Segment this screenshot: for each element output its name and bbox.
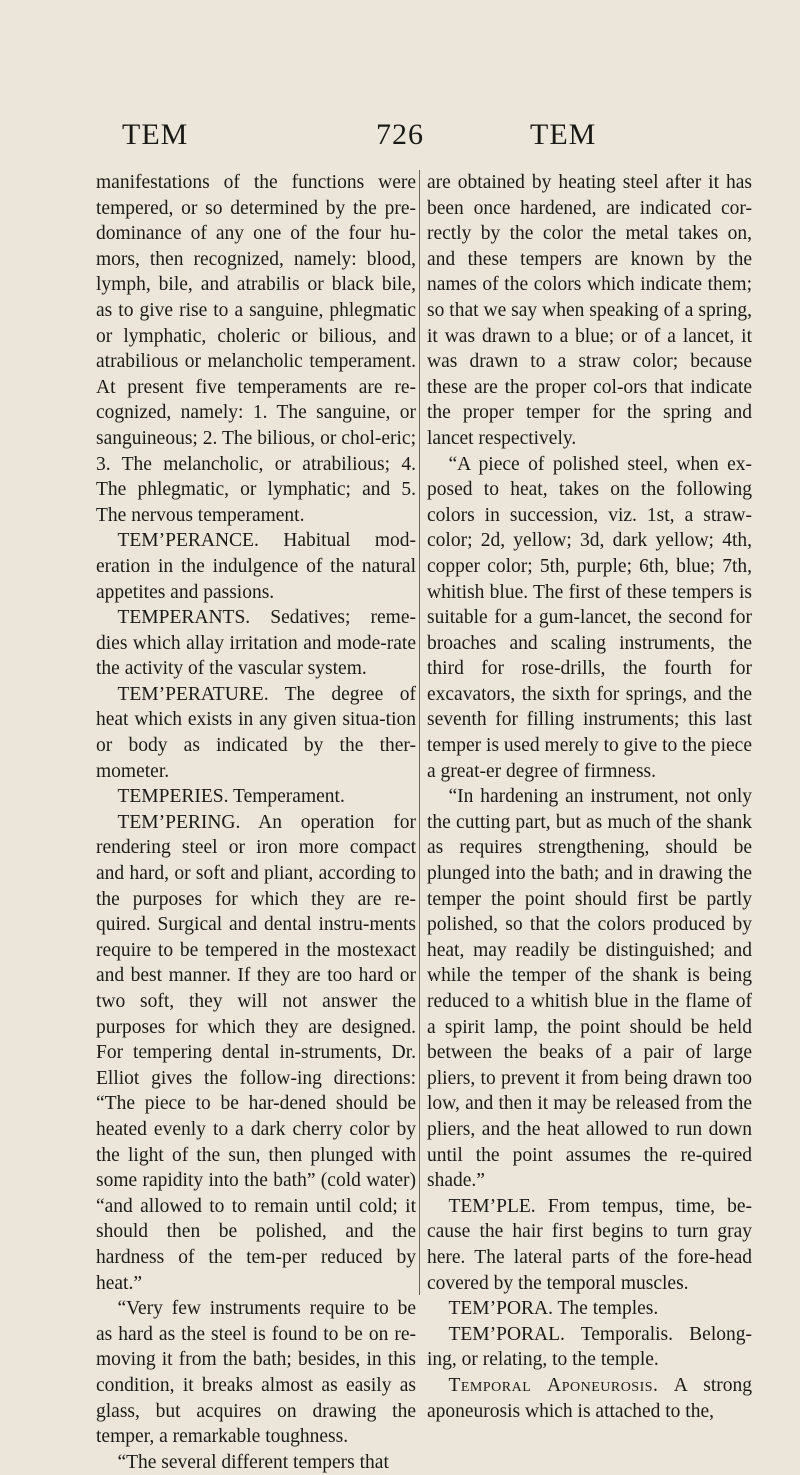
right-column [427, 170, 752, 1424]
paragraph-p5 [96, 784, 416, 810]
left-column [96, 170, 416, 1475]
paragraph-p8 [96, 1450, 416, 1475]
paragraph-p14 [427, 1322, 752, 1373]
paragraph-p13 [427, 1296, 752, 1322]
entry-text: “Very few instruments require to be as hard as the steel is found to be on re-moving it from the bath; besides, in this condition, it breaks almost as easily as glass, but acquires on drawing the temper, a remarkable toughness. [96, 1298, 416, 1448]
entry-text: manifestations of the functions were tempered, or so determined by the pre-dominance of any one of the four hu-mors, then recognized, namely: blood, lymph, bile, and atrabilis or black bile, as to give rise to a sanguine, phlegmatic or lymphatic, choleric or bilious, and atrabilious or melancholic temperament. At present five temperaments are re-cognized, namely: 1. The sanguine, or sanguineous; 2. The bilious, or chol-eric; 3. The melancholic, or atrabilious; 4. The phlegmatic, or lymphatic; and 5. The nervous temperament. [96, 172, 416, 526]
paragraph-p11 [427, 784, 752, 1194]
header-right-word: TEM [530, 118, 597, 151]
entry-term: TEM’PORA. [448, 1298, 553, 1320]
paragraph-p1 [96, 170, 416, 528]
entry-text: “The several different tempers that [117, 1451, 389, 1473]
page-number: 726 [376, 118, 424, 151]
paragraph-p15 [427, 1373, 752, 1424]
entry-text: The degree of heat which exists in any given situa-tion or body as indicated by the ther-mometer. [96, 683, 416, 782]
entry-text: “A piece of polished steel, when ex-posed to heat, takes on the following colors in succession, viz. 1st, a straw-color; 2d, yellow; 3d, dark yellow; 4th, copper color; 5th, purple; 6th, blue; 7th, whitish blue. The first of these tempers is suitable for a gum-lancet, the second for broaches and scaling instruments, the third for rose-drills, the fourth for excavators, the sixth for springs, and the seventh for filling instruments; this last temper is used merely to give to the piece a great-er degree of firmness. [427, 453, 752, 782]
entry-term: Temporal Aponeurosis. [448, 1374, 659, 1396]
entry-text: Temperament. [233, 786, 345, 808]
entry-text: are obtained by heating steel after it has been once hardened, are indicated cor-rectly by the color the metal takes on, and these tempers are known by the names of the colors which indicate them; so that we say when speaking of a spring, it was drawn to a blue; or of a lancet, it was drawn to a straw color; because these are the proper col-ors that indicate the proper temper for the spring and lancet respectively. [427, 172, 752, 449]
paragraph-p7 [96, 1296, 416, 1450]
entry-term: TEM’PLE. [448, 1195, 536, 1217]
paragraph-p12 [427, 1194, 752, 1296]
entry-text: A strong aponeurosis which is attached to the, [427, 1374, 752, 1422]
entry-text: “In hardening an instrument, not only the cutting part, but as much of the shank as requires strengthening, should be plunged into the bath; and in drawing the temper the point should first be partly polished, so that the colors produced by heat, may readily be distinguished; and while the temper of the shank is being reduced to a whitish blue in the flame of a spirit lamp, the point should be held between the beaks of a pair of large pliers, to prevent it from being drawn too low, and then it may be released from the pliers, and the heat allowed to run down until the point assumes the re-quired shade.” [427, 786, 752, 1192]
running-header [100, 118, 700, 158]
entry-text: Habitual mod-eration in the indulgence of the natural appetites and passions. [96, 530, 416, 603]
paragraph-p4 [96, 682, 416, 784]
paragraph-p2 [96, 528, 416, 605]
entry-text: From tempus, time, be-cause the hair first begins to turn gray here. The lateral parts of the fore-head covered by the temporal muscles. [427, 1195, 752, 1294]
entry-term: TEM’PERANCE. [117, 530, 259, 552]
entry-text: The temples. [557, 1298, 659, 1320]
paragraph-p6 [96, 810, 416, 1296]
entry-term: TEMPERIES. [117, 786, 229, 808]
entry-text: An operation for rendering steel or iron more compact and hard, or soft and pliant, according to the purposes for which they are re-quired. Surgical and dental instru-ments require to be tempered in the mostexact and best manner. If they are too hard or two soft, they will not answer the purposes for which they are designed. For tempering dental in-struments, Dr. Elliot gives the follow-ing directions: “The piece to be har-dened should be heated evenly to a dark cherry color by the light of the sun, then plunged with some rapidity into the bath” (cold water) “and allowed to to remain until cold; it should then be polished, and the hardness of the tem-per reduced by heat.” [96, 811, 416, 1294]
entry-text: Sedatives; reme-dies which allay irritation and mode-rate the activity of the vascular system. [96, 607, 416, 680]
column-divider [419, 170, 420, 1295]
entry-term: TEMPERANTS. [117, 607, 251, 629]
entry-term: TEM’PERING. [117, 811, 241, 833]
paragraph-p9 [427, 170, 752, 452]
entry-term: TEM’PERATURE. [117, 683, 269, 705]
header-left-word: TEM [122, 118, 189, 151]
paragraph-p10 [427, 452, 752, 785]
paragraph-p3 [96, 605, 416, 682]
entry-term: TEM’PORAL. [448, 1323, 565, 1345]
entry-text: Temporalis. Belong-ing, or relating, to the temple. [427, 1323, 752, 1371]
